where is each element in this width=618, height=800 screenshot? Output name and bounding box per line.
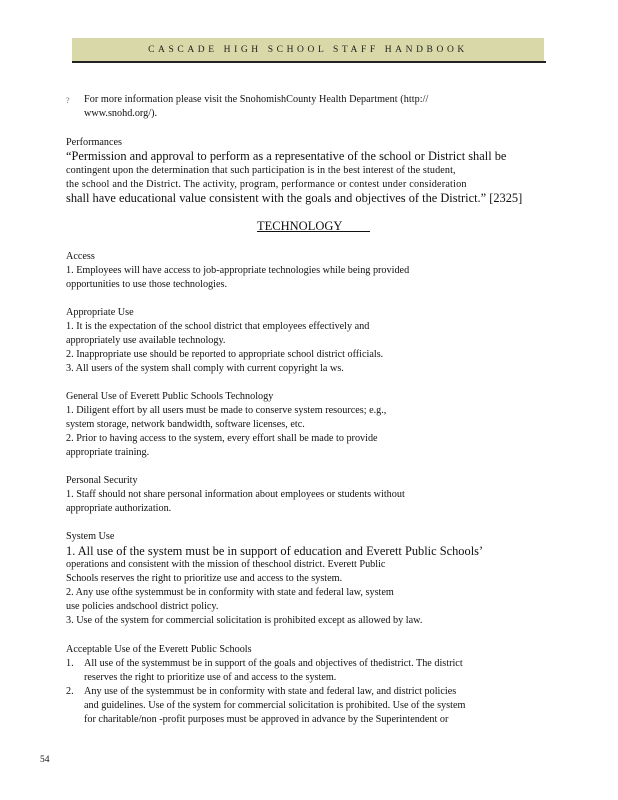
section-title-system-use: System Use bbox=[66, 531, 115, 542]
general-use-line: 2. Prior to having access to the system, every effort shall be made to provide bbox=[66, 433, 378, 444]
appropriate-use-line: 2. Inappropriate use should be reported to appropriate school district officials. bbox=[66, 349, 384, 360]
section-title-performances: Performances bbox=[66, 137, 123, 148]
appropriate-use-line: appropriately use available technology. bbox=[66, 335, 226, 346]
appropriate-use-line: 1. It is the expectation of the school district that employees effectively and bbox=[66, 321, 370, 332]
acceptable-use-line: and guidelines. Use of the system for commercial solicitation is prohibited. Use of the system bbox=[84, 700, 466, 711]
performances-line: contingent upon the determination that such participation is in the best interest of the student, bbox=[66, 165, 456, 176]
system-use-line: 1. All use of the system must be in support of education and Everett Public Schools’ bbox=[66, 544, 484, 558]
general-use-line: appropriate training. bbox=[66, 447, 150, 458]
section-title-acceptable-use: Acceptable Use of the Everett Public Schools bbox=[66, 644, 252, 655]
system-use-line: 2. Any use ofthe systemmust be in conformity with state and federal law, system bbox=[66, 587, 394, 598]
acceptable-use-line: Any use of the systemmust be in conformity with state and federal law, and district policies bbox=[84, 686, 457, 697]
section-title-general-use: General Use of Everett Public Schools Technology bbox=[66, 391, 274, 402]
performances-line: “Permission and approval to perform as a representative of the school or District shall be bbox=[66, 149, 507, 163]
system-use-line: 3. Use of the system for commercial solicitation is prohibited except as allowed by law. bbox=[66, 615, 423, 626]
system-use-line: Schools reserves the right to prioritize use and access to the system. bbox=[66, 573, 343, 584]
technology-heading bbox=[257, 219, 370, 234]
acceptable-use-line: reserves the right to prioritize use of and access to the system. bbox=[84, 672, 337, 683]
technology-heading-text: TECHNOLOGY bbox=[257, 219, 343, 233]
general-use-line: system storage, network bandwidth, software licenses, etc. bbox=[66, 419, 305, 430]
heading-underline-extension bbox=[342, 219, 370, 232]
system-use-line: use policies andschool district policy. bbox=[66, 601, 219, 612]
page-number: 54 bbox=[40, 755, 50, 765]
performances-line: shall have educational value consistent with the goals and objectives of the District.” [2325] bbox=[66, 191, 523, 205]
personal-security-line: 1. Staff should not share personal information about employees or students without bbox=[66, 489, 405, 500]
section-title-access: Access bbox=[66, 251, 95, 262]
section-title-appropriate-use: Appropriate Use bbox=[66, 307, 134, 318]
acceptable-use-line: for charitable/non -profit purposes must be approved in advance by the Superintendent or bbox=[84, 714, 449, 725]
header-rule bbox=[72, 61, 546, 63]
health-info-line: For more information please visit the SnohomishCounty Health Department (http:// bbox=[84, 94, 429, 105]
access-line: 1. Employees will have access to job-appropriate technologies while being provided bbox=[66, 265, 410, 276]
personal-security-line: appropriate authorization. bbox=[66, 503, 172, 514]
general-use-line: 1. Diligent effort by all users must be made to conserve system resources; e.g., bbox=[66, 405, 387, 416]
system-use-line: operations and consistent with the mission of theschool district. Everett Public bbox=[66, 559, 386, 570]
page-header-title: CASCADE HIGH SCHOOL STAFF HANDBOOK bbox=[148, 45, 468, 55]
list-number: 1. bbox=[66, 658, 74, 669]
bullet-glyph: ? bbox=[66, 96, 70, 105]
performances-line: the school and the District. The activity, program, performance or contest under consideration bbox=[66, 179, 467, 190]
health-info-line: www.snohd.org/). bbox=[84, 108, 158, 119]
list-number: 2. bbox=[66, 686, 74, 697]
section-title-personal-security: Personal Security bbox=[66, 475, 138, 486]
acceptable-use-line: All use of the systemmust be in support of the goals and objectives of thedistrict. The district bbox=[84, 658, 463, 669]
access-line: opportunities to use those technologies. bbox=[66, 279, 227, 290]
appropriate-use-line: 3. All users of the system shall comply with current copyright la ws. bbox=[66, 363, 344, 374]
